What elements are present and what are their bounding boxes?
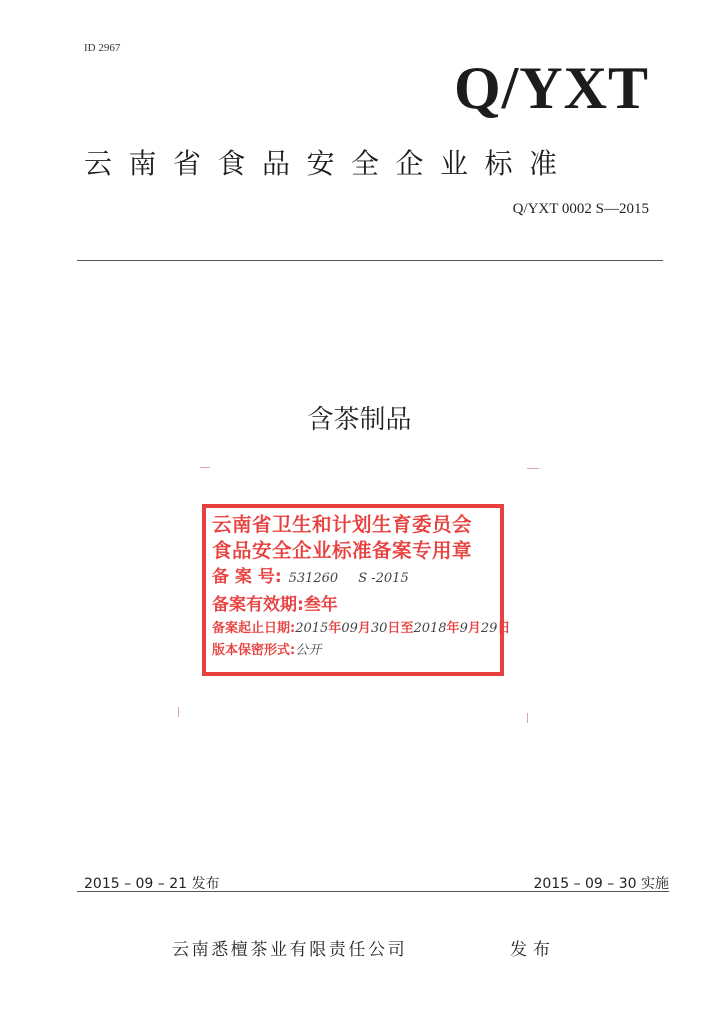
start-day-handwritten: 30 [370,621,388,636]
document-id: ID 2967 [84,42,121,54]
scan-mark [527,713,528,723]
end-day-handwritten: 29 [480,621,498,636]
unit-day: 日 [497,621,511,636]
end-month-handwritten: 9 [459,621,468,636]
standard-number: Q/YXT 0002 S—2015 [512,201,649,217]
start-month-handwritten: 09 [341,621,358,636]
scan-mark [200,467,210,468]
confidentiality-label: 版本保密形式: [212,643,296,658]
unit-year: 年 [328,621,342,636]
stamp-filing-number-row [212,564,494,592]
scan-mark [527,468,539,469]
to-label: 至 [400,621,414,636]
stamp-line-authority: 云南省卫生和计划生育委员会 [212,513,473,536]
effective-date: 2015 – 09 – 30 实施 [533,876,669,892]
end-year-handwritten: 2018 [413,621,447,636]
organization-title: 云南省食品安全企业标准 [84,147,574,180]
stamp-line-purpose: 食品安全企业标准备案专用章 [212,539,473,562]
standard-code: Q/YXT [453,55,649,121]
publisher-name: 云南悉檀茶业有限责任公司 [172,940,408,960]
stamp-validity-row [212,592,494,618]
start-year-handwritten: 2015 [295,621,329,636]
footer-divider [77,891,669,892]
document-title: 含茶制品 [307,405,412,435]
publish-date: 2015 – 09 – 21 发布 [84,876,220,892]
stamp-period-row [212,618,511,640]
filing-number-suffix-handwritten: S -2015 [358,571,409,586]
validity-value: 叁年 [303,595,338,615]
filing-stamp [202,504,511,676]
filing-number-handwritten: 531260 [288,571,339,586]
unit-year: 年 [446,621,460,636]
publish-label: 发布 [510,940,556,960]
unit-month: 月 [467,621,481,636]
confidentiality-value-handwritten: 公开 [295,643,322,658]
validity-label: 备案有效期: [212,595,304,615]
unit-month: 月 [357,621,371,636]
scan-mark [178,707,179,717]
header-divider [77,260,663,261]
stamp-confidentiality-row [212,640,494,662]
unit-day: 日 [387,621,401,636]
period-label: 备案起止日期: [212,621,296,636]
filing-number-label: 备 案 号: [212,567,282,587]
